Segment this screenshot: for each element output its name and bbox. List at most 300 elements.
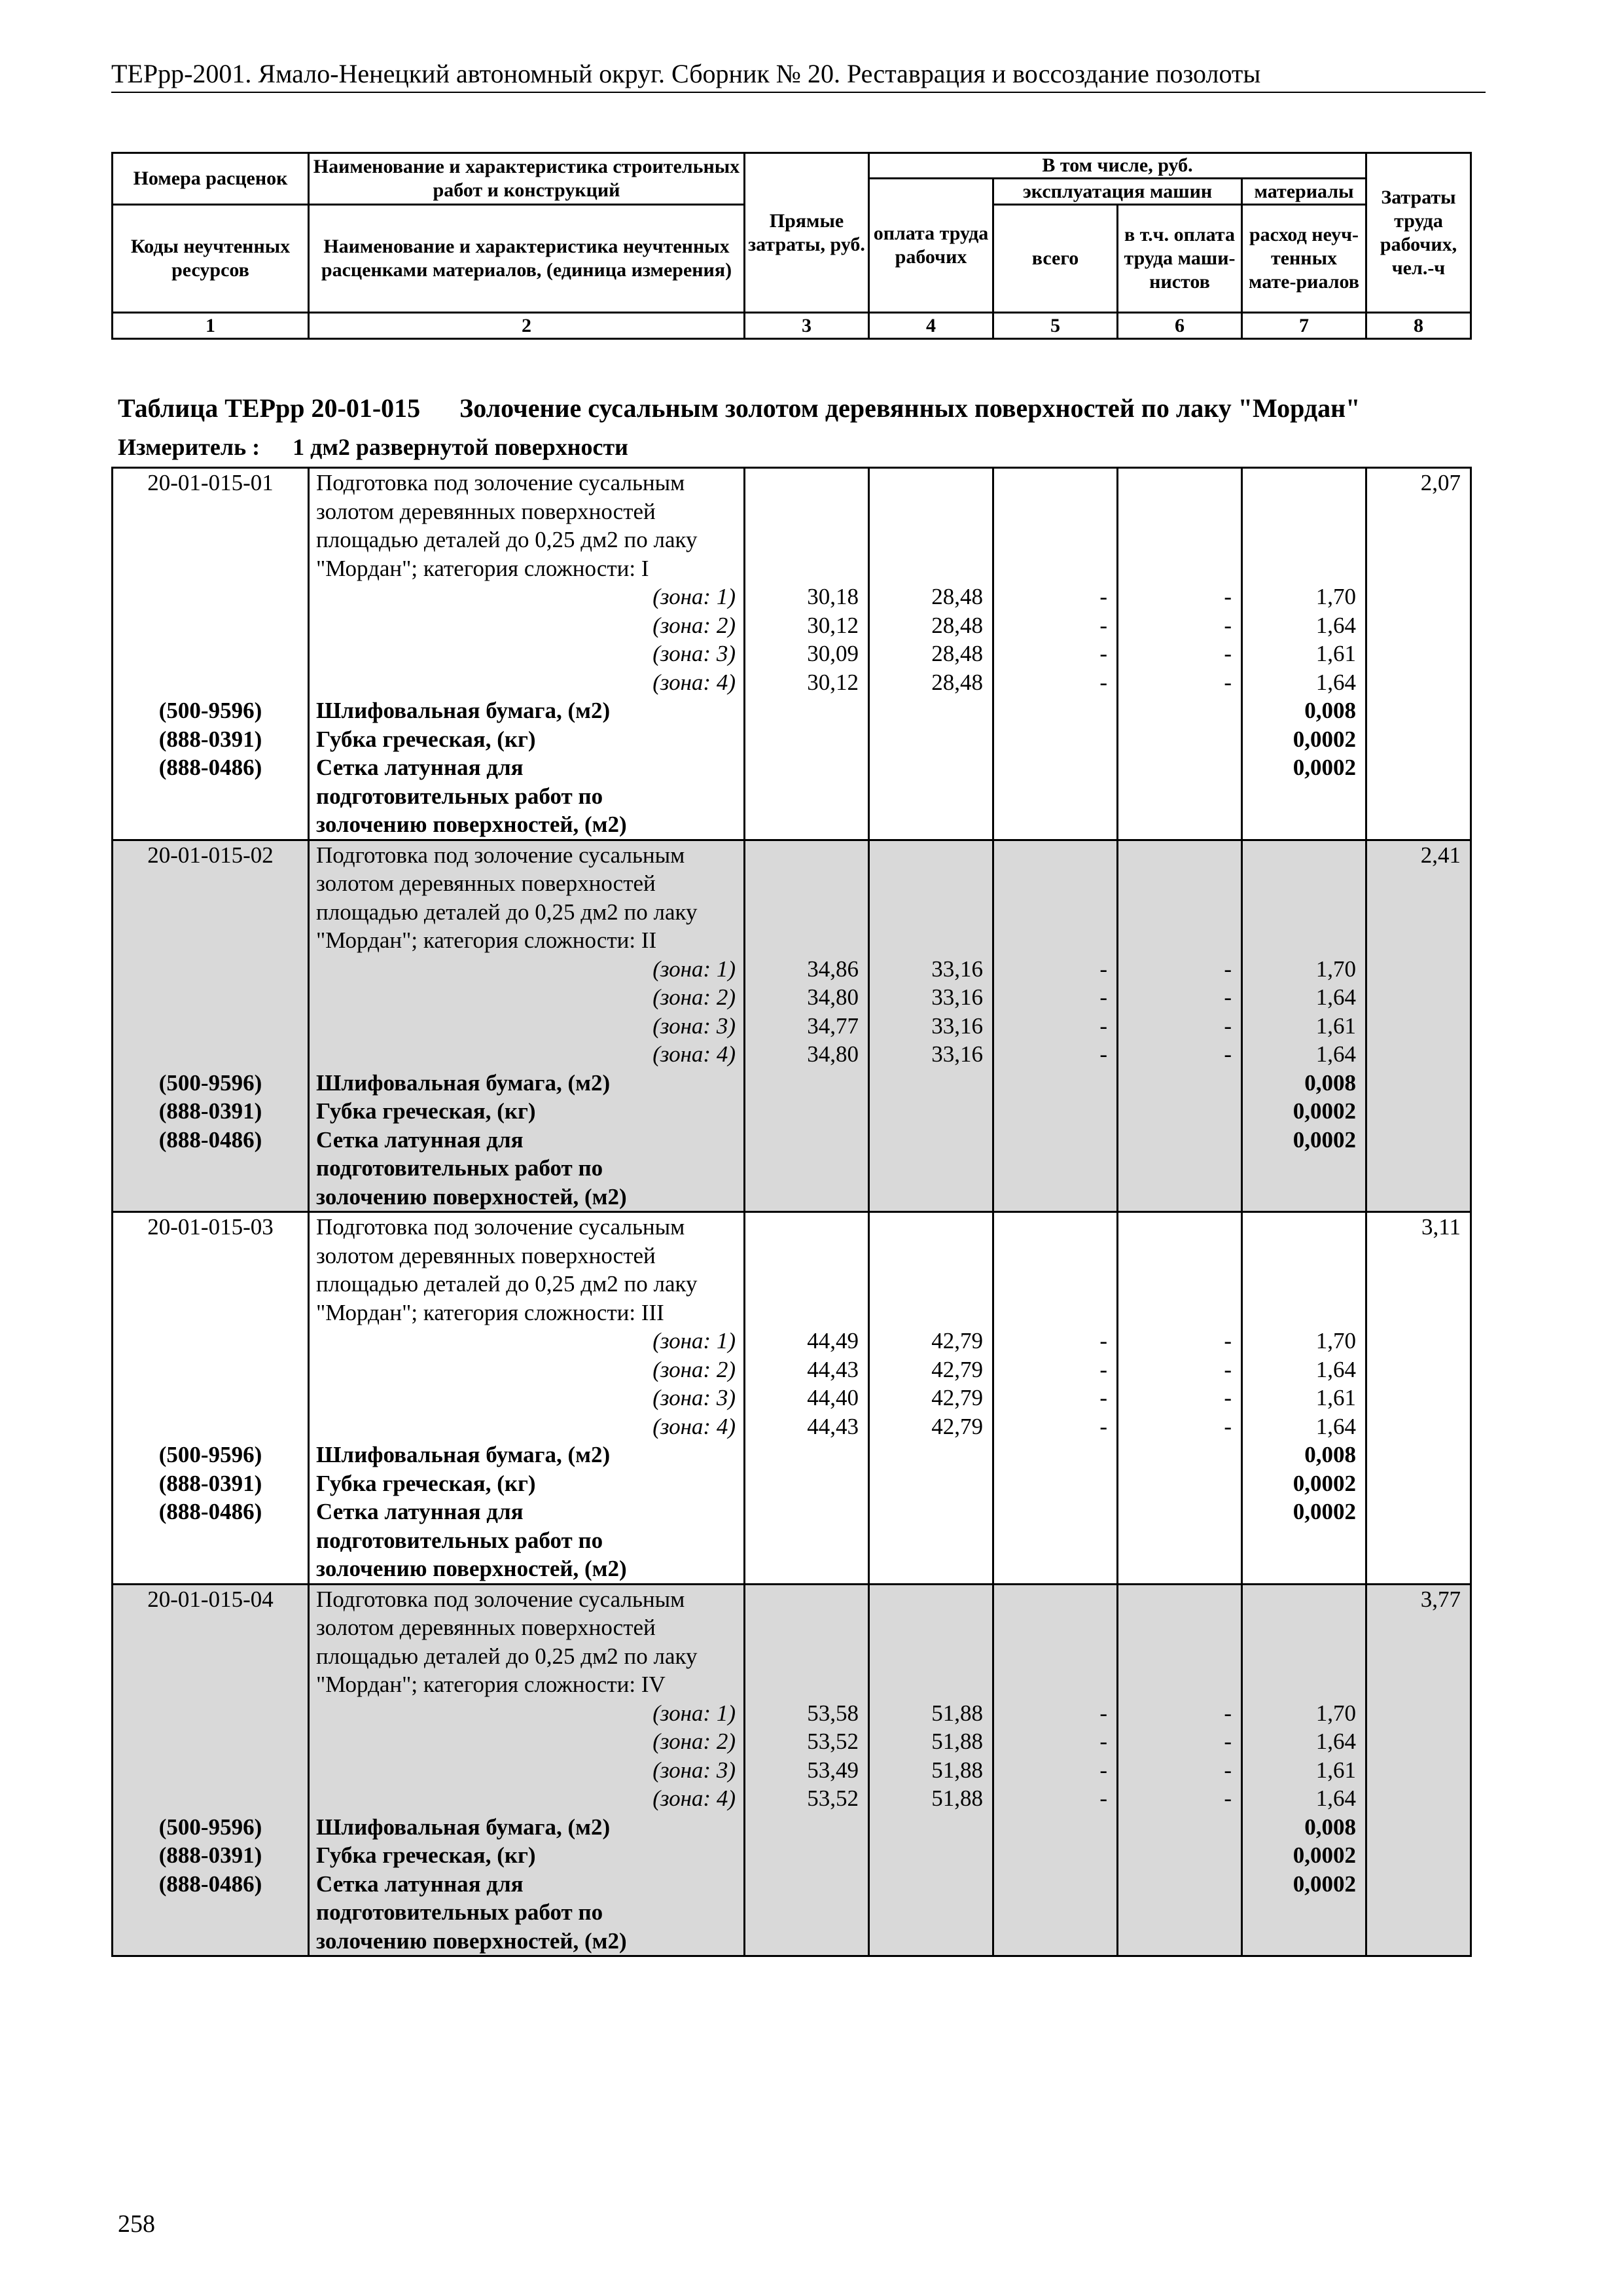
zone-label: (зона: 3) [652, 1385, 736, 1410]
blank-line [1243, 1154, 1365, 1183]
blank-line [1118, 898, 1241, 927]
running-header: ТЕРрр-2001. Ямало-Ненецкий автономный округ. Сборник № 20. Реставрация и воссоздание позолоты [111, 58, 1486, 93]
header-labor-costs: Затраты труда рабочих, чел.-ч [1366, 153, 1471, 313]
rate-row [113, 1212, 1471, 1585]
materials-value: 1,61 [1315, 641, 1356, 666]
zone-label: (зона: 2) [652, 1729, 736, 1754]
blank-line [1243, 1613, 1365, 1642]
blank-line [113, 1613, 308, 1642]
blank-line [1243, 1299, 1365, 1327]
blank-line [745, 1299, 868, 1327]
machine-total-value: - [1099, 1013, 1107, 1039]
resource-quantity: 0,008 [1304, 698, 1356, 723]
machinist-wage-value: - [1224, 1413, 1232, 1439]
blank-line [113, 526, 308, 554]
machine-total-cell [993, 468, 1118, 840]
resource-quantity: 0,0002 [1293, 1470, 1356, 1496]
machinist-wage-value: - [1224, 1041, 1232, 1067]
labor-cost-cell [1366, 1212, 1471, 1585]
header-rate-numbers: Номера расценок [113, 153, 309, 205]
rate-description-line: Подготовка под золочение сусальным [316, 1586, 685, 1612]
blank-line [745, 497, 868, 526]
blank-line [113, 869, 308, 898]
machine-total-value: - [1099, 641, 1107, 666]
blank-line [1243, 1554, 1365, 1583]
worker-wage-value: 51,88 [931, 1757, 983, 1783]
blank-line [994, 1299, 1116, 1327]
header-work-name: Наименование и характеристика строительных работ и конструкций [309, 153, 745, 205]
machine-total-value: - [1099, 1413, 1107, 1439]
blank-line [745, 1213, 868, 1242]
column-header-table [111, 152, 1472, 340]
blank-line [1118, 926, 1241, 955]
rate-code: 20-01-015-01 [147, 470, 274, 495]
resource-code: (888-0486) [158, 1499, 262, 1524]
machinist-wage-value: - [1224, 584, 1232, 609]
zone-label: (зона: 3) [652, 641, 736, 666]
rate-description-line: золотом деревянных поверхностей [316, 1615, 656, 1640]
blank-line [1118, 1242, 1241, 1270]
materials-value: 1,70 [1315, 956, 1356, 982]
resource-name-line: золочению поверхностей, (м2) [316, 1183, 627, 1210]
blank-line [1243, 526, 1365, 554]
rate-description-cell [309, 1212, 745, 1585]
blank-line [1118, 1270, 1241, 1299]
resource-quantity: 0,0002 [1293, 1842, 1356, 1868]
blank-line [994, 926, 1116, 955]
resource-name-line: Сетка латунная для [316, 1499, 524, 1524]
machine-total-cell [993, 840, 1118, 1212]
blank-line [870, 1585, 992, 1614]
blank-line [113, 668, 308, 697]
blank-line [745, 926, 868, 955]
machine-total-value: - [1099, 1328, 1107, 1354]
zone-label: (зона: 4) [652, 1413, 736, 1439]
blank-line [994, 469, 1116, 497]
worker-wage-value: 33,16 [931, 1041, 983, 1067]
rate-code-cell [113, 1212, 309, 1585]
machinist-wage-cell [1118, 1212, 1242, 1585]
blank-line [870, 469, 992, 497]
rate-code-cell [113, 840, 309, 1212]
worker-wage-value: 42,79 [931, 1328, 983, 1354]
rate-row [113, 468, 1471, 840]
blank-line [745, 1670, 868, 1699]
resource-name-line: Губка греческая, (кг) [316, 1470, 536, 1496]
blank-line [113, 782, 308, 811]
rate-description-cell [309, 840, 745, 1212]
blank-line [113, 611, 308, 640]
rate-description-line: площадью деталей до 0,25 дм2 по лаку [316, 1643, 698, 1669]
blank-line [1243, 810, 1365, 839]
materials-value: 1,70 [1315, 1328, 1356, 1354]
blank-line [745, 1242, 868, 1270]
blank-line [994, 1213, 1116, 1242]
header-material-name: Наименование и характеристика неучтенных расценками материалов, (единица измерения) [309, 205, 745, 313]
blank-line [113, 497, 308, 526]
rate-description-line: "Мордан"; категория сложности: II [316, 927, 657, 953]
zone-label: (зона: 4) [652, 1785, 736, 1811]
rate-description-cell [309, 1584, 745, 1956]
blank-line [113, 1756, 308, 1785]
blank-line [113, 1242, 308, 1270]
materials-value: 1,64 [1315, 669, 1356, 695]
worker-wage-value: 51,88 [931, 1700, 983, 1726]
blank-line [870, 1642, 992, 1671]
blank-line [1118, 1585, 1241, 1614]
machinist-wage-value: - [1224, 669, 1232, 695]
resource-code: (888-0391) [158, 1098, 262, 1124]
worker-wage-value: 42,79 [931, 1356, 983, 1382]
worker-wage-value: 42,79 [931, 1413, 983, 1439]
column-number: 3 [745, 313, 869, 339]
blank-line [1243, 841, 1365, 870]
resource-name-line: подготовительных работ по [316, 1155, 603, 1181]
rate-code: 20-01-015-02 [147, 842, 274, 868]
resource-quantity: 0,0002 [1293, 1126, 1356, 1153]
blank-line [745, 1270, 868, 1299]
machinist-wage-value: - [1224, 1757, 1232, 1783]
worker-wage-value: 33,16 [931, 1013, 983, 1039]
column-number: 1 [113, 313, 309, 339]
resource-code: (500-9596) [158, 1442, 262, 1467]
machine-total-value: - [1099, 1356, 1107, 1382]
machinist-wage-value: - [1224, 1013, 1232, 1039]
materials-value: 1,61 [1315, 1013, 1356, 1039]
blank-line [1118, 526, 1241, 554]
blank-line [1243, 1898, 1365, 1927]
resource-code: (888-0391) [158, 1842, 262, 1868]
column-number: 4 [869, 313, 993, 339]
rate-code-cell [113, 468, 309, 840]
blank-line [1243, 1242, 1365, 1270]
blank-line [1243, 1526, 1365, 1555]
blank-line [870, 1213, 992, 1242]
machinist-wage-value: - [1224, 1785, 1232, 1811]
direct-cost-value: 30,12 [807, 612, 859, 638]
zone-label: (зона: 2) [652, 612, 736, 638]
machine-total-value: - [1099, 956, 1107, 982]
blank-line [870, 526, 992, 554]
rate-row [113, 840, 1471, 1212]
rate-description-line: золотом деревянных поверхностей [316, 498, 656, 524]
blank-line [113, 1727, 308, 1756]
blank-line [870, 554, 992, 583]
blank-line [1243, 554, 1365, 583]
blank-line [113, 1642, 308, 1671]
resource-code: (500-9596) [158, 1069, 262, 1096]
resource-name-line: Сетка латунная для [316, 1871, 524, 1897]
blank-line [113, 1927, 308, 1956]
machine-total-value: - [1099, 1385, 1107, 1410]
blank-line [1243, 1183, 1365, 1211]
blank-line [1118, 554, 1241, 583]
blank-line [1118, 497, 1241, 526]
machine-total-value: - [1099, 612, 1107, 638]
header-including-group: В том числе, руб. [869, 153, 1366, 179]
blank-line [870, 841, 992, 870]
rate-code: 20-01-015-04 [147, 1586, 274, 1612]
machine-total-value: - [1099, 1041, 1107, 1067]
rate-description-line: "Мордан"; категория сложности: IV [316, 1672, 666, 1697]
rate-description-line: Подготовка под золочение сусальным [316, 842, 685, 868]
blank-line [1118, 469, 1241, 497]
resource-name-line: подготовительных работ по [316, 1899, 603, 1925]
zone-label: (зона: 3) [652, 1013, 736, 1039]
worker-wage-value: 28,48 [931, 669, 983, 695]
direct-cost-value: 34,80 [807, 984, 859, 1010]
blank-line [1118, 869, 1241, 898]
labor-cost-value: 3,11 [1421, 1214, 1461, 1240]
resource-code: (888-0486) [158, 1871, 262, 1897]
blank-line [745, 1642, 868, 1671]
header-worker-wage: оплата труда рабочих [869, 179, 993, 313]
resource-quantity: 0,0002 [1293, 755, 1356, 780]
blank-line [994, 869, 1116, 898]
blank-line [1243, 1270, 1365, 1299]
blank-line [113, 1040, 308, 1069]
resource-name-line: подготовительных работ по [316, 1527, 603, 1553]
blank-line [113, 1412, 308, 1441]
rate-description-cell [309, 468, 745, 840]
blank-line [994, 1242, 1116, 1270]
blank-line [113, 926, 308, 955]
materials-cell [1242, 468, 1366, 840]
materials-value: 1,64 [1315, 1729, 1356, 1754]
machinist-wage-value: - [1224, 984, 1232, 1010]
blank-line [1243, 1585, 1365, 1614]
blank-line [1118, 1670, 1241, 1699]
zone-label: (зона: 4) [652, 669, 736, 695]
rate-description-line: "Мордан"; категория сложности: III [316, 1299, 664, 1325]
blank-line [994, 554, 1116, 583]
materials-value: 1,61 [1315, 1385, 1356, 1410]
machine-total-value: - [1099, 984, 1107, 1010]
blank-line [870, 1270, 992, 1299]
header-material-consumption: расход неуч-тенных мате-риалов [1242, 205, 1366, 313]
blank-line [113, 1012, 308, 1041]
resource-name-line: подготовительных работ по [316, 783, 603, 809]
blank-line [113, 1384, 308, 1412]
zone-label: (зона: 2) [652, 984, 736, 1010]
direct-cost-value: 34,77 [807, 1013, 859, 1039]
blank-line [1243, 782, 1365, 811]
rate-description-line: золотом деревянных поверхностей [316, 870, 656, 896]
resource-code: (888-0391) [158, 1470, 262, 1496]
zone-label: (зона: 1) [652, 1328, 736, 1354]
blank-line [113, 1784, 308, 1813]
resource-name-line: Сетка латунная для [316, 755, 524, 780]
labor-cost-cell [1366, 840, 1471, 1212]
labor-cost-cell [1366, 1584, 1471, 1956]
direct-cost-value: 30,12 [807, 669, 859, 695]
worker-wage-cell [869, 1212, 993, 1585]
machine-total-cell [993, 1584, 1118, 1956]
machinist-wage-value: - [1224, 1356, 1232, 1382]
resource-name-line: Шлифовальная бумага, (м2) [316, 698, 611, 723]
resource-name-line: Шлифовальная бумага, (м2) [316, 1814, 611, 1840]
zone-label: (зона: 1) [652, 956, 736, 982]
materials-value: 1,61 [1315, 1757, 1356, 1783]
blank-line [745, 469, 868, 497]
direct-cost-value: 44,40 [807, 1385, 859, 1410]
blank-line [113, 898, 308, 927]
machinist-wage-value: - [1224, 1328, 1232, 1354]
blank-line [994, 1270, 1116, 1299]
blank-line [113, 1526, 308, 1555]
materials-value: 1,70 [1315, 1700, 1356, 1726]
rate-row [113, 1584, 1471, 1956]
blank-line [1243, 1927, 1365, 1956]
resource-name-line: Губка греческая, (кг) [316, 1098, 536, 1124]
materials-value: 1,64 [1315, 1041, 1356, 1067]
rate-description-line: Подготовка под золочение сусальным [316, 470, 685, 495]
rate-description-line: золотом деревянных поверхностей [316, 1242, 656, 1268]
resource-quantity: 0,0002 [1293, 1098, 1356, 1124]
zone-label: (зона: 2) [652, 1356, 736, 1382]
blank-line [113, 983, 308, 1012]
resource-code: (888-0486) [158, 755, 262, 780]
table-name: Золочение сусальным золотом деревянных поверхностей по лаку "Мордан" [459, 393, 1361, 423]
rate-description-line: Подготовка под золочение сусальным [316, 1214, 685, 1240]
resource-name-line: золочению поверхностей, (м2) [316, 812, 627, 837]
blank-line [870, 1670, 992, 1699]
blank-line [113, 1154, 308, 1183]
blank-line [113, 1554, 308, 1583]
column-number: 8 [1366, 313, 1471, 339]
blank-line [994, 898, 1116, 927]
header-materials: материалы [1242, 179, 1366, 205]
blank-line [745, 898, 868, 927]
blank-line [113, 1327, 308, 1355]
worker-wage-value: 33,16 [931, 956, 983, 982]
measure-value: 1 дм2 развернутой поверхности [293, 434, 628, 460]
machine-total-value: - [1099, 669, 1107, 695]
direct-cost-cell [745, 1584, 869, 1956]
resource-name-line: Губка греческая, (кг) [316, 726, 536, 752]
direct-cost-cell [745, 1212, 869, 1585]
blank-line [113, 1699, 308, 1728]
worker-wage-value: 33,16 [931, 984, 983, 1010]
blank-line [870, 926, 992, 955]
blank-line [1118, 1213, 1241, 1242]
rate-code-cell [113, 1584, 309, 1956]
resource-quantity: 0,0002 [1293, 1871, 1356, 1897]
blank-line [994, 1585, 1116, 1614]
direct-cost-value: 53,52 [807, 1785, 859, 1811]
blank-line [870, 497, 992, 526]
zone-label: (зона: 1) [652, 1700, 736, 1726]
zone-label: (зона: 1) [652, 584, 736, 609]
zone-label: (зона: 3) [652, 1757, 736, 1783]
materials-value: 1,64 [1315, 1785, 1356, 1811]
header-column-numbers [113, 313, 1471, 339]
blank-line [745, 554, 868, 583]
blank-line [113, 554, 308, 583]
header-machinist-wage: в т.ч. оплата труда маши-нистов [1118, 205, 1242, 313]
blank-line [113, 1183, 308, 1211]
rate-description-line: "Мордан"; категория сложности: I [316, 555, 649, 581]
resource-name-line: золочению поверхностей, (м2) [316, 1556, 627, 1581]
materials-value: 1,70 [1315, 584, 1356, 609]
machine-total-value: - [1099, 1757, 1107, 1783]
labor-cost-cell [1366, 468, 1471, 840]
materials-value: 1,64 [1315, 984, 1356, 1010]
machinist-wage-value: - [1224, 1700, 1232, 1726]
labor-cost-value: 2,07 [1420, 470, 1461, 495]
blank-line [994, 497, 1116, 526]
blank-line [745, 1585, 868, 1614]
resource-quantity: 0,008 [1304, 1442, 1356, 1467]
direct-cost-value: 44,43 [807, 1413, 859, 1439]
machinist-wage-cell [1118, 840, 1242, 1212]
resource-name-line: золочению поверхностей, (м2) [316, 1928, 627, 1954]
blank-line [113, 583, 308, 611]
machine-total-value: - [1099, 584, 1107, 609]
blank-line [113, 1355, 308, 1384]
blank-line [1118, 841, 1241, 870]
column-number: 2 [309, 313, 745, 339]
machinist-wage-value: - [1224, 612, 1232, 638]
materials-value: 1,64 [1315, 612, 1356, 638]
blank-line [870, 1613, 992, 1642]
measure-label: Измеритель : [118, 434, 260, 460]
header-machine-total: всего [993, 205, 1118, 313]
resource-name-line: Шлифовальная бумага, (м2) [316, 1442, 611, 1467]
direct-cost-value: 34,80 [807, 1041, 859, 1067]
blank-line [1243, 497, 1365, 526]
rate-description-line: площадью деталей до 0,25 дм2 по лаку [316, 1271, 698, 1297]
worker-wage-value: 51,88 [931, 1729, 983, 1754]
blank-line [994, 526, 1116, 554]
header-resource-codes: Коды неучтенных ресурсов [113, 205, 309, 313]
direct-cost-value: 44,49 [807, 1328, 859, 1354]
rate-code: 20-01-015-03 [147, 1214, 274, 1240]
machinist-wage-cell [1118, 1584, 1242, 1956]
blank-line [745, 1613, 868, 1642]
worker-wage-value: 28,48 [931, 641, 983, 666]
blank-line [1243, 869, 1365, 898]
header-direct-costs: Прямые затраты, руб. [745, 153, 869, 313]
blank-line [113, 955, 308, 984]
machinist-wage-value: - [1224, 1729, 1232, 1754]
blank-line [1118, 1642, 1241, 1671]
machinist-wage-value: - [1224, 641, 1232, 666]
machinist-wage-value: - [1224, 1385, 1232, 1410]
materials-cell [1242, 1584, 1366, 1956]
blank-line [745, 841, 868, 870]
blank-line [1118, 1299, 1241, 1327]
rates-table [111, 467, 1472, 1957]
blank-line [1243, 469, 1365, 497]
worker-wage-cell [869, 840, 993, 1212]
direct-cost-value: 30,09 [807, 641, 859, 666]
blank-line [994, 1670, 1116, 1699]
materials-value: 1,64 [1315, 1413, 1356, 1439]
header-machine-operation: эксплуатация машин [993, 179, 1242, 205]
worker-wage-value: 28,48 [931, 584, 983, 609]
direct-cost-value: 53,58 [807, 1700, 859, 1726]
resource-name-line: Губка греческая, (кг) [316, 1842, 536, 1868]
resource-code: (888-0391) [158, 726, 262, 752]
column-number: 6 [1118, 313, 1242, 339]
resource-quantity: 0,008 [1304, 1814, 1356, 1840]
machine-total-cell [993, 1212, 1118, 1585]
labor-cost-value: 2,41 [1420, 842, 1461, 868]
resource-quantity: 0,0002 [1293, 726, 1356, 752]
page-number: 258 [118, 2210, 155, 2238]
blank-line [870, 869, 992, 898]
